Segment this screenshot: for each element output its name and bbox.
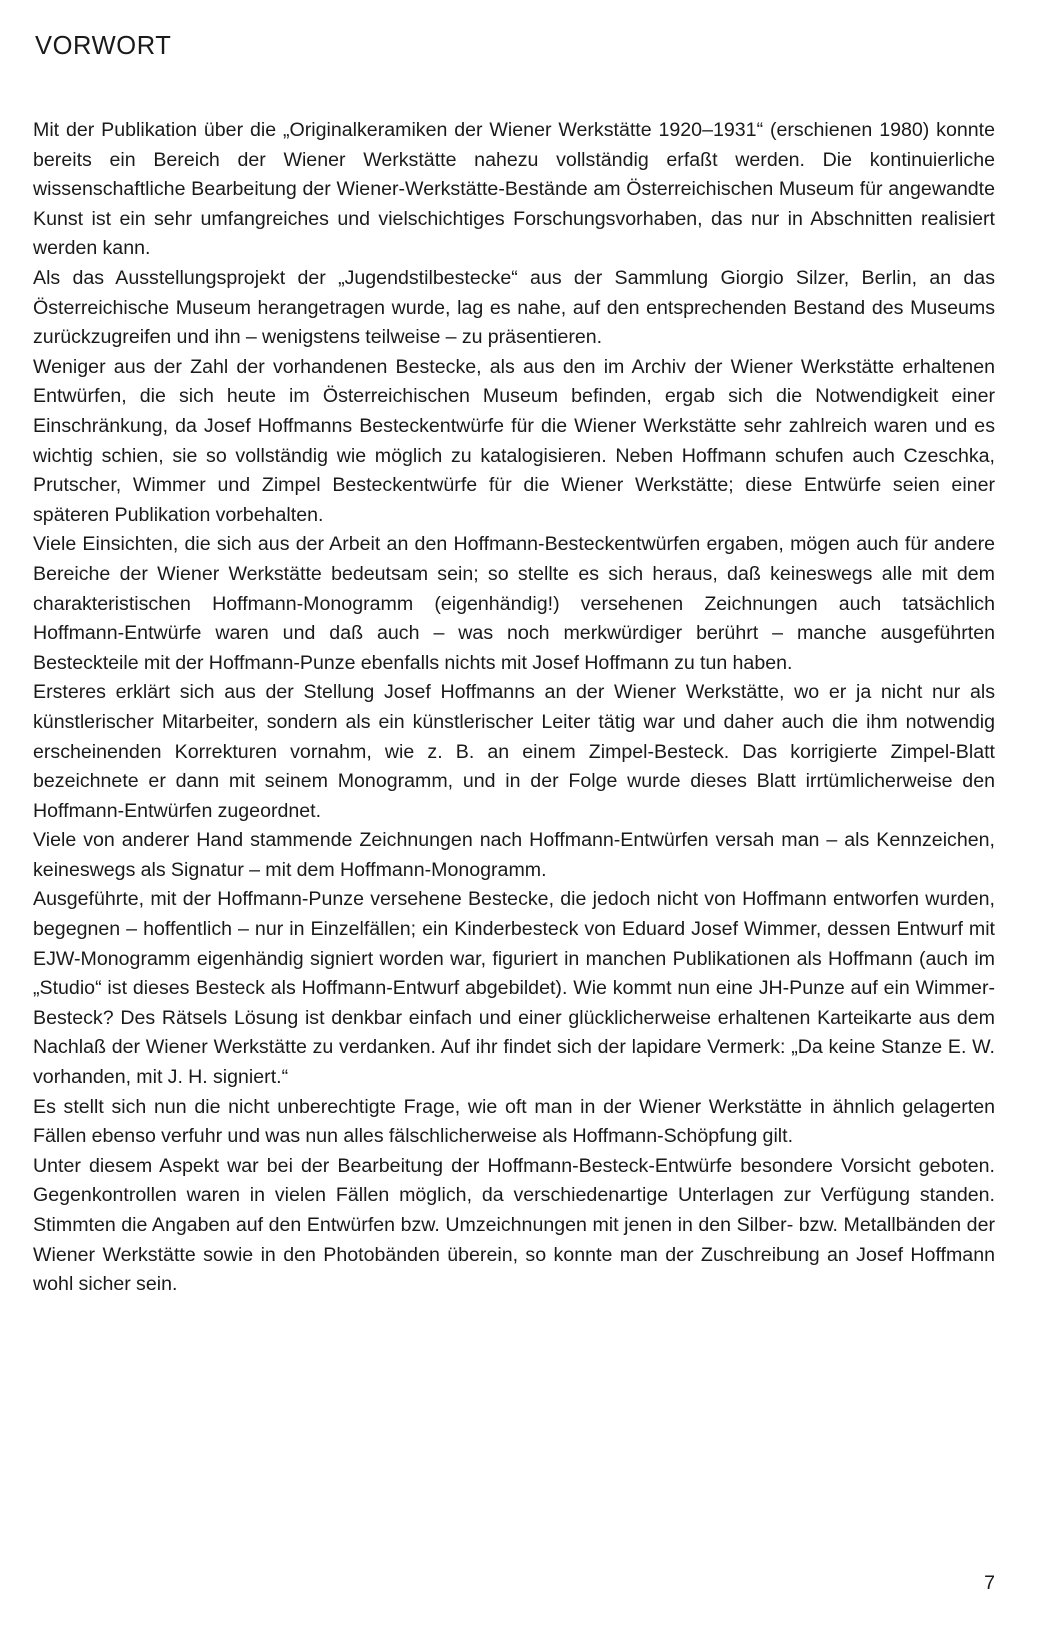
paragraph: Es stellt sich nun die nicht unberechtigte Frage, wie oft man in der Wiener Werkstätte in ähnlich gelagerten Fällen ebenso verfuhr und was nun alles fälschlicherweise als Hoffmann-Schöpfung gilt.: [33, 1095, 995, 1148]
paragraph: Ausgeführte, mit der Hoffmann-Punze versehene Bestecke, die jedoch nicht von Hoffmann entworfen wurden, begegnen – hoffentlich – nur in Einzelfällen; ein Kinderbesteck von Eduard Josef Wimmer, dessen Entwurf mit EJW-Monogramm eigenhändig signiert worden war, figuriert in manchen Publikationen als Hoffmann (auch im „Studio“ ist dieses Besteck als Hoffmann-Entwurf abgebildet). Wie kommt nun eine JH-Punze auf ein Wimmer-Besteck? Des Rätsels Lösung ist denkbar einfach und einer glücklicherweise erhaltenen Karteikarte aus dem Nachlaß der Wiener Werkstätte zu verdanken. Auf ihr findet sich der lapidare Vermerk: „Da keine Stanze E. W. vorhanden, mit J. H. signiert.“: [33, 888, 995, 1089]
paragraph: Viele Einsichten, die sich aus der Arbeit an den Hoffmann-Besteckentwürfen ergaben, mögen auch für andere Bereiche der Wiener Werkstätte bedeutsam sein; so stellte es sich heraus, daß keineswegs alle mit dem charakteristischen Hoffmann-Monogramm (eigenhändig!) versehenen Zeichnungen auch tatsächlich Hoffmann-Entwürfe waren und daß auch – was noch merkwürdiger berührt – manche ausgeführten Besteckteile mit der Hoffmann-Punze ebenfalls nichts mit Josef Hoffmann zu tun haben.: [33, 533, 995, 674]
page-number: 7: [984, 1572, 995, 1594]
paragraph: Mit der Publikation über die „Originalkeramiken der Wiener Werkstätte 1920–1931“ (erschienen 1980) konnte bereits ein Bereich der Wiener Werkstätte nahezu vollständig erfaßt werden. Die kontinuierliche wissenschaftliche Bearbeitung der Wiener-Werkstätte-Bestände am Österreichischen Museum für angewandte Kunst ist ein sehr umfangreiches und vielschichtiges Forschungsvorhaben, das nur in Abschnitten realisiert werden kann.: [33, 119, 995, 260]
paragraph: Ersteres erklärt sich aus der Stellung Josef Hoffmanns an der Wiener Werkstätte, wo er ja nicht nur als künstlerischer Mitarbeiter, sondern als ein künstlerischer Leiter tätig war und daher auch die ihm notwendig erscheinenden Korrekturen vornahm, wie z. B. an einem Zimpel-Besteck. Das korrigierte Zimpel-Blatt bezeichnete er dann mit seinem Monogramm, und in der Folge wurde dieses Blatt irrtümlicherweise den Hoffmann-Entwürfen zugeordnet.: [33, 681, 995, 822]
paragraph: Viele von anderer Hand stammende Zeichnungen nach Hoffmann-Entwürfen versah man – als Kennzeichen, keineswegs als Signatur – mit dem Hoffmann-Monogramm.: [33, 829, 995, 881]
paragraph: Als das Ausstellungsprojekt der „Jugendstilbestecke“ aus der Sammlung Giorgio Silzer, Berlin, an das Österreichische Museum herangetragen wurde, lag es nahe, auf den entsprechenden Bestand des Museums zurückzugreifen und ihn – wenigstens teilweise – zu präsentieren.: [33, 267, 995, 349]
page-title: VORWORT: [35, 32, 172, 60]
paragraph: Weniger aus der Zahl der vorhandenen Bestecke, als aus den im Archiv der Wiener Werkstätte erhaltenen Entwürfen, die sich heute im Österreichischen Museum befinden, ergab sich die Notwendigkeit einer Einschränkung, da Josef Hoffmanns Besteckentwürfe für die Wiener Werkstätte sehr zahlreich waren und es wichtig schien, sie so vollständig wie möglich zu katalogisieren. Neben Hoffmann schufen auch Czeschka, Prutscher, Wimmer und Zimpel Besteckentwürfe für die Wiener Werkstätte; diese Entwürfe seien einer späteren Publikation vorbehalten.: [33, 355, 995, 526]
body-text: [33, 116, 995, 1300]
paragraph: Unter diesem Aspekt war bei der Bearbeitung der Hoffmann-Besteck-Entwürfe besondere Vorsicht geboten. Gegenkontrollen waren in vielen Fällen möglich, da verschiedenartige Unterlagen zur Verfügung standen. Stimmten die Angaben auf den Entwürfen bzw. Umzeichnungen mit jenen in den Silber- bzw. Metallbänden der Wiener Werkstätte sowie in den Photobänden überein, so konnte man der Zuschreibung an Josef Hoffmann wohl sicher sein.: [33, 1154, 995, 1296]
